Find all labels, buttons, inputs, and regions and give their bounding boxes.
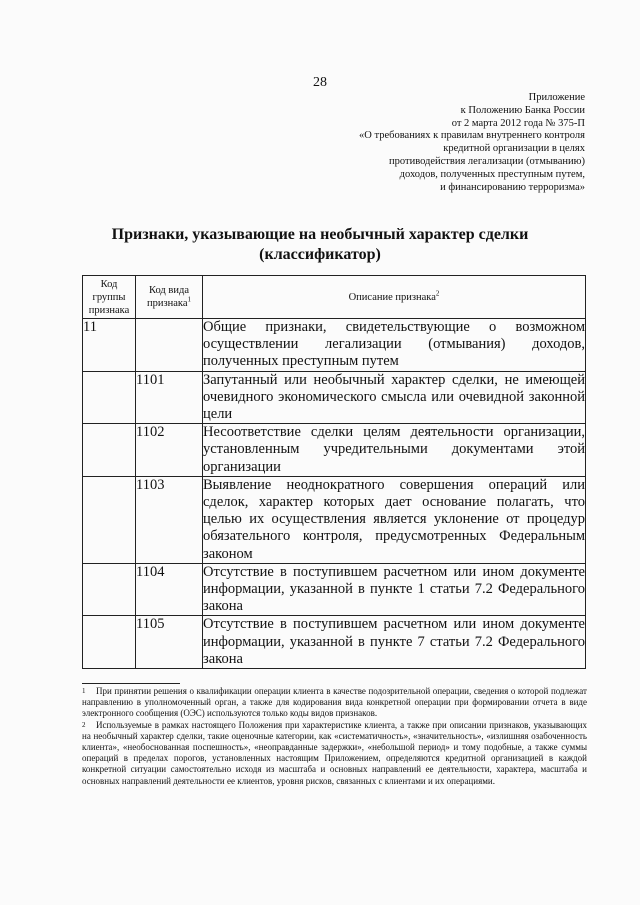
footnote-2: 2 Используемые в рамках настоящего Положения при характеристике клиента, а также при описании признаков, указывающих на необычный характер сделки, такие оценочные категории, как «систематичность», «значительность», «излишняя озабоченность клиента», «необоснованная поспешность», «неоправданные задержки», «небольшой период» и тому подобные, а также суммы операций в пределах порогов, установленных настоящим Приложением, определяются кредитной организацией в каждой конкретной ситуации самостоятельно исходя из масштаба и основных направлений ее деятельности, характера, масштаба и основных направлений деятельности ее клиентов, уровня рисков, связанных с клиентами и их операциями. xyxy=(82,719,587,786)
page-number: 28 xyxy=(313,75,327,90)
appendix-line: от 2 марта 2012 года № 375-П xyxy=(451,117,585,129)
appendix-line: и финансированию терроризма» xyxy=(440,181,585,193)
description-cell: Отсутствие в поступившем расчетном или ином документе информации, указанной в пункте 1 статьи 7.2 Федерального закона xyxy=(203,563,585,615)
type-code-cell: 1101 xyxy=(136,371,203,424)
table-row xyxy=(83,424,586,477)
table-row xyxy=(83,563,586,616)
table-row xyxy=(83,371,586,424)
description-cell: Несоответствие сделки целям деятельности организации, установленным учредительными документами этой организации xyxy=(203,424,585,475)
type-code-cell: 1104 xyxy=(136,563,203,616)
group-code-cell xyxy=(83,563,136,616)
group-code-cell xyxy=(83,616,136,669)
description-cell: Запутанный или необычный характер сделки, не имеющей очевидного экономического смысла или очевидной законной цели xyxy=(203,371,585,423)
header-type-code xyxy=(136,276,203,319)
table-row xyxy=(83,319,586,372)
footnote-separator xyxy=(82,683,180,684)
features-table xyxy=(82,275,586,669)
header-description xyxy=(203,276,586,319)
table-row xyxy=(83,616,586,669)
group-code-cell xyxy=(83,424,136,477)
appendix-line: «О требованиях к правилам внутреннего контроля xyxy=(359,130,585,142)
group-code-cell xyxy=(83,476,136,563)
appendix-line: противодействия легализации (отмыванию) xyxy=(389,155,585,167)
type-code-cell: 1105 xyxy=(136,616,203,669)
type-code-cell xyxy=(136,319,203,372)
group-code-cell xyxy=(83,371,136,424)
description-cell: Общие признаки, свидетельствующие о возможном осуществлении легализации (отмывания) доходов, полученных преступным путем xyxy=(203,319,585,370)
header-type-code-label: Код вида признака xyxy=(146,285,189,309)
description-cell: Отсутствие в поступившем расчетном или ином документе информации, указанной в пункте 7 статьи 7.2 Федерального закона xyxy=(203,616,585,667)
table-row xyxy=(83,476,586,563)
description-cell: Выявление неоднократного совершения операций или сделок, характер которых дает основание полагать, что целью их осуществления является уклонение от процедур обязательного контроля, предусмотренных Федеральным законом xyxy=(203,476,585,562)
appendix-line: Приложение xyxy=(528,92,585,103)
appendix-header xyxy=(285,92,585,194)
table-header-row xyxy=(83,276,586,319)
footnote-ref-1: 1 xyxy=(187,295,192,304)
footnote-1: 1 При принятии решения о квалификации операции клиента в качестве подозрительной операции, сведения о которой подлежат направлению в уполномоченный орган, а также для кодирования вида конкретной операции при формировании отчета в виде электронного сообщения (ОЭС) используются только коды видов признаков. xyxy=(82,686,587,719)
type-code-cell: 1102 xyxy=(136,424,203,477)
header-group-code: Код группы признака xyxy=(83,276,136,319)
footnotes xyxy=(82,686,587,787)
title-line-1: Признаки, указывающие на необычный характер сделки xyxy=(111,226,529,243)
group-code-cell: 11 xyxy=(83,319,136,372)
header-description-label: Описание признака xyxy=(348,291,436,303)
document-title xyxy=(0,225,640,265)
footnote-text: При принятии решения о квалификации операции клиента в качестве подозрительной операции, сведения о которой подлежат направлению в уполномоченный орган, а также для кодирования вида конкретной операции при формировании отчета в виде электронного сообщения (ОЭС) используются только коды видов признаков. xyxy=(82,686,587,719)
appendix-line: кредитной организации в целях xyxy=(443,143,585,155)
appendix-line: доходов, полученных преступным путем, xyxy=(399,168,585,180)
appendix-line: к Положению Банка России xyxy=(460,104,585,116)
footnote-ref-2: 2 xyxy=(435,289,440,297)
title-line-2: (классификатор) xyxy=(259,246,381,263)
footnote-text: Используемые в рамках настоящего Положения при характеристике клиента, а также при описании признаков, указывающих на необычный характер сделки, такие оценочные категории, как «систематичность», «значительность», «излишняя озабоченность клиента», «необоснованная поспешность», «неоправданные задержки», «небольшой период» и тому подобные, а также суммы операций в пределах порогов, установленных настоящим Приложением, определяются кредитной организацией в каждой конкретной ситуации самостоятельно исходя из масштаба и основных направлений ее деятельности, характера, масштаба и основных направлений деятельности ее клиентов, уровня рисков, связанных с клиентами и их операциями. xyxy=(82,719,587,786)
type-code-cell: 1103 xyxy=(136,476,203,563)
